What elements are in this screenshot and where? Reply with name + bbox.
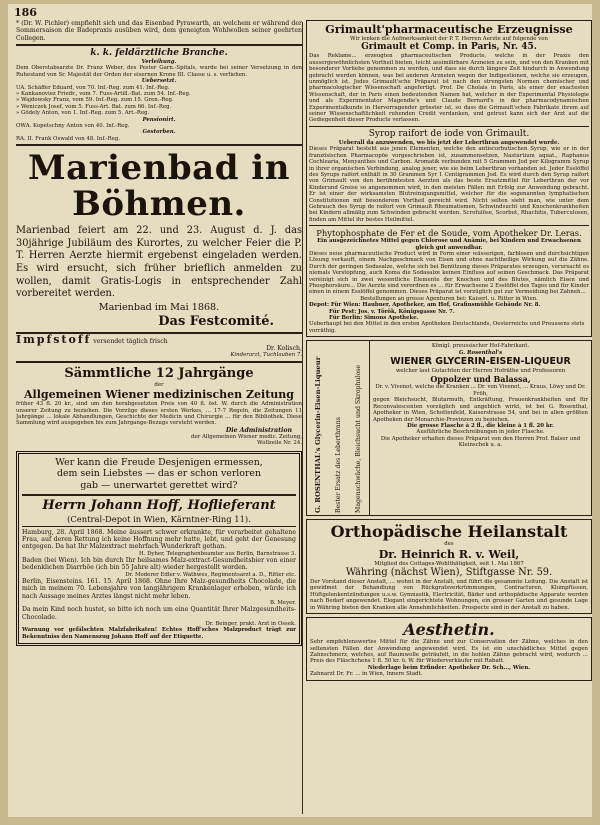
glycerin-text-4: Ausführliche Beschreibungen in jeder Flasche. [416,429,545,436]
hoff-ad [16,451,302,646]
divider [16,361,302,363]
divider [22,494,296,496]
divider [22,526,296,527]
aesthetin-title: Aesthetin. [403,620,495,640]
military-heading: k. k. feldärztliche Branche. [90,47,228,58]
uebersetzt-line: » Wajdowsky Franz, vom 59. Inf.-Reg. zum 15. Gren.-Reg. [16,97,174,104]
right-column [306,20,592,817]
impfstoff-ad [16,332,302,359]
jahrgaenge-title-3: Allgemeinen Wiener medizinischen Zeitung [24,388,294,402]
festcomite-signature: Das Festcomité. [158,313,274,329]
ortho-address: Währing (nächst Wien), Stiftgasse Nr. 59. [345,567,553,579]
glycerin-text-5: Die Apotheker erhalten dieses Präparat von den Herren Prof. Balser und Kleinschek u. a. [380,435,581,449]
phyto-text: Dieses neue pharmaceutische Product wird in Form einer wässerigen, farblosen und durchsichtigen Lösung verkauft, einem Nachgeschmack von Eisen und ohne nachtheilige Wirkung auf die Zähne. Durch der geringen Sodasalze, welche sich bei Benützung dieses Präparates erzeugen, verursacht es niemals Verstopfung, auch Koma die Sodasalze keinen Einfluss auf seinen Geschmack. Das Präparat vereinigt sich in zwei wesentliche Elemente der Knochen und des Blutes, nämlich Eisen und Phosphorsäure... Die Aerzte sind verordnen es ... für Erwachsene 2 Esslöffel des Tages und für Kinder einen in einem Esslöffel genommen. Dieses Präparat ist vorzüglich gut zur Vermeidung bei Zahneh... [309,250,589,296]
glycerin-maker: G. Rosenthal's [458,349,503,356]
ortho-text: Der Vorstand dieser Anstalt, ... wohnt in der Anstalt, und führt die gesammte Leitung. Die Anstalt ist gewidmet der Behandlung von Rückgratsverkrümmungen, Contracturen, Klumpfüssen, Hüftgelenkentzündungen u.s.w. Gymnastik, Electricität, Bäder und orthopädische Apparate werden nach Bedarf angewendet. Elegant eingerichtete Wohnungen, ein grosser Garten und gesunde Lage in Währing bieten den Kranken alle Annehmlichkeiten. Prospecte sind in der Anstalt zu haben. [310,579,588,611]
aesthetin-signature: Zahnarzt Dr. Fr. ... in Wien, Innere Stadt. [310,671,423,678]
hoff-letter-1-signature: H. Dyher, Telegraphenbeamter aus Berlin, Barnstrasse 3. [138,550,296,557]
jahrgaenge-text: früher 43 fl. 20 kr., sind um den herabgesetzten Preis von 40 fl. öst. W. durch die Administration unserer Zeitung zu beziehen. Die Vorzüge dieses ersten Werkes, ... 17-7 Regeln, die Zeitungen 11 Jahrgänge ... lokale Abhandlungen, Geschichte der Medicin und Chirurgie ... für den Bibliothek. Diese Sammlung wird ausgegeben bis zum Jahrgange-Bezugs versteht werden. [16,401,302,427]
grimault-firm: Grimault et Comp. in Paris, Nr. 45. [361,42,537,53]
ortho-subtitle: Mitglied des Cottages-Wohlthätigkeit, seit 1. Mai 1867 [374,560,524,567]
marienbad-text: Marienbad feiert am 22. und 23. August d. J. das 30jährige Jubiläum des Kurortes, zu welcher Feier die P. T. Herren Aerzte hiermit ergebenst eingeladen werden. Es wird ersucht, sich früher brieflich anmelden zu wollen, damit Gratis-Logis in entsprechender Zahl vorbereitet werden. [16,225,302,300]
pensionirt-line: OWA. Kopetschny Anton von 40. Inf.-Reg. [16,122,130,129]
ortho-ad [306,519,592,614]
vertical-text-2: Bester Ersatz des Leberthrans [334,417,342,514]
jahrgaenge-title-2: der [154,381,164,388]
glycerin-text-2: Dr. v. Vivenot, welche die Kranken ... Dr. von Vivenot, ... Kraus, Löwy und Dr. Fröh, [375,384,586,397]
syrop-subtitle: Ueberall da anzuwenden, wo bis jetzt der Leberthran angewendet wurde. [338,139,560,146]
marienbad-date: Marienbad im Mai 1868. [98,301,220,313]
uebersetzt-line: » Weniczek Josef, vom 5. Fuss-Art. Bat. zum 66. Inf.-Reg. [16,103,172,110]
impfstoff-text: versendet täglich frisch [93,337,168,345]
hoff-letter-2: Baden (bei Wien). Ich bin durch Ihr heilsames Malz-extract-Gesundheitsbier von einer bedenklichen Diarrhöe (ich bin 55 Jahre alt) wieder hergestellt worden. [22,556,296,572]
aesthetin-ad [306,617,592,680]
column-divider [302,22,303,814]
depot-berlin: Für Berlin: Simons Apotheke. [329,315,419,322]
hoff-warning: Warnung vor gefälschten Malzfabrikaten! Echtes Hoff'sches Malzproduct trägt zur Bekenntniss den Namenszug Johann Hoff auf der Etiquette. [22,627,296,640]
gestorben-label: Gestorben. [142,129,176,136]
vertical-text-3: Magenschwäche, Bleichsucht und Skrophulose [355,365,363,514]
ortho-of: des [444,541,454,548]
syrop-title: Syrop raifort de iode von Grimault. [368,128,530,139]
hoff-head-2: dem sein Liebstes — das er schon verloren [56,468,262,480]
hoff-head-1: Wer kann die Freude Desjenigen ermessen, [55,456,263,468]
hoff-subtitle: (Central-Depot in Wien, Kärntner-Ring 11). [67,513,251,524]
jahrgaenge-admin: Die Administration [225,426,292,434]
hoff-letter-3: Berlin, Eisensteins. 161. 15. April 1868. Ohne Ihre Malz-gesundheits Chocolade, die mich in meinem 70. Lebensjahre von langjährigem Krankenlager erhoben, würde ich nach Aussage meines Arztes längst nicht mehr leben. [22,577,296,600]
impfstoff-address: Kinderarzt, Tuchlauben 7. [230,352,302,359]
depot-other: Ueberhaupt bei den Mittel in den ersten Apotheken Deutschlands, Oesterreichs und Preussens stets vorräthig. [309,321,585,334]
vertical-text-1: G. ROSENTHAL's Glycerin-Eisen-Liqueur [313,356,322,514]
verleihung-text: Dem Oberstabsarzte Dr. Franz Weber, des Pester Garn.-Spitals, wurde bei seiner Versetzung in den Ruhestand von Sr. Majestät der Orden der eisernen Krone III. Classe u. s. verliehen. [16,65,302,78]
uebersetzt-line: UA. Schäffer Eduard, von 70. Inf.-Reg. zum 41. Inf.-Reg. [16,84,170,91]
divider [309,225,589,226]
divider [309,126,589,127]
glycerin-text-1: welcher laut Gutachten der Herren Hofräthe und Professoren [395,368,566,375]
jahrgaenge-title-1: Sämmtliche 12 Jahrgänge [64,365,254,381]
hoff-letter-1: Hamburg, 28. April 1868. Meine äussert schwer erkrankte, für verarbeitet gehaltene Frau, auf deren Rettung ich keine Hoffnung mehr hatte, lebt, und geht der Genesung entgegen. Da hat Ihr Malzextract mehrfach Wunderkraft gethan. [22,528,296,551]
glycerin-ad [370,340,592,516]
divider [16,44,302,46]
glycerin-ad-block [306,340,592,516]
uebersetzt-label: Uebersetzt. [141,78,177,85]
newspaper-page [8,4,592,817]
phyto-title: Phytophosphate de Fer et de Soude, vom Apotheker Dr. Leras. [316,228,582,239]
hoff-letter-4: Da mein Kind noch hustet, so bitte ich noch um eine Quantität Ihrer Malzgesundheits-Chocolade. [22,606,296,621]
glycerin-title: WIENER GLYCERIN-EISEN-LIQUEUR [390,356,571,368]
phyto-subtitle: Ein ausgezeichnetes Mittel gegen Chlorose und Anämie, bei Kindern und Erwachsenen gleich gut anwendbar. [317,238,581,251]
left-column [16,20,302,817]
grimault-ad [306,20,592,337]
uebersetzt-line: » Gödely Anton, von 1. Inf.-Reg. zum 5. Art.-Reg. [16,110,150,117]
gestorben-line: RA. II. Frank Oswald von 48. Inf.-Reg. [16,135,121,142]
pensionirt-label: Pensionirt. [142,116,176,123]
ortho-name: Dr. Heinrich R. v. Weil, [378,547,520,561]
ortho-title: Orthopädische Heilanstalt [330,522,568,542]
grimault-intro: Wir lenken die Aufmerksamkeit der P. T. Herren Aerzte auf folgende von [350,36,548,42]
grimault-title: Grimault'pharmaceutische Erzeugnisse [325,22,573,36]
impfstoff-title: Impfstoff [16,332,92,346]
jahrgaenge-admin-3: Wollzeile Nr. 24. [257,440,302,447]
glycerin-company: Königl. preussischer Hof-Fabrikant. [431,343,530,350]
notice-pichler: * (Dr. W. Pichler) empfiehlt sich und das Eisenbad Pyrawarth, an welchem er während der Sommersaison die Badepraxis ausüben wird, dem geneigten Wohlwollen seiner geehrten Collegen. [16,20,302,42]
grimault-text: Das Reklame... erzeugten pharmaceutischen Producte, welche in der Praxis den aussergewöhnlichsten Vortheil bieten, leicht assimilirbare Arzneien zu sein, und von den Kranken mit besonderer Vorliebe genommen zu werden, und dass sie durch längere Zeit hindurch in Anwendung gebracht werden können, was bei anderen Arzneien wegen der Indigestionen, welche sie erzeugen, unmöglich ist. Jedes Grimault'sche Präparat ist nach den strengsten Normen chemischer und pharmacologischer Wissenschaft angefertigt. Prof. De Cholais in Paris, als einer der exactesten Wissenschaft, der in Paris einen bedeutenden Namen hat, welcher in der Experimental Physiologie und als Experimentator Magendie's und Claude Bernard's in der pharmacodynamischen Experimentalkunde in Hervorragender grösster ist, so dass die Grimault'schen Fabrikate ihrem auf seiner Wissenschaftlichkeit ruhenden Credit verdanken, und getrost kann sich der Arzt auf die Gediegenheit dieser Producte verlassen. [309,53,589,124]
hoff-letter-2-signature: Dr. Moderer Edler v. Wathwes, Regimentsarzt a. D., Ritter etc. [125,571,296,578]
order-line: Bestellungen an grosse Agenturen bei: Kaiserl. u. Ritter in Wien. [360,295,538,302]
aesthetin-depot: Niederlage beim Erfinder: Apotheker Dr. Sch..., Wien. [367,664,531,671]
glycerin-names: Oppolzer und Balassa, [430,374,531,385]
uebersetzt-list [16,85,302,117]
marienbad-title: Marienbad in Böhmen. [28,148,290,225]
glycerin-vertical-banner [306,340,370,516]
verleihung-label: Verleihung. [141,58,177,65]
uebersetzt-line: » Kankanoviez Friedr., vom 7. Fuss-Artill.-Bat. zum 54. Inf.-Reg. [16,90,191,97]
jahrgaenge-ad [16,365,302,447]
glycerin-price: Die grosse Flasche à 2 fl., die kleine à 1 fl. 20 kr. [407,422,554,429]
glycerin-text-3: gegen Bleichsucht, Blutarmuth, Entkräftung, Frauenkrankheiten und für Reconvalescenten vorzüglich und angeblich wirkt, ist bei G. Rosenthal, Apotheker in Wien, Schottenfeld, Kaiserstrasse 54, und bei in allen größten Apotheken der Monarchie-Provinzen zu beziehen. [373,397,588,423]
impfstoff-name: Dr. Kolisch, [266,345,302,353]
hoff-letter-3-signature: B. Meyer. [269,599,296,606]
divider [16,144,302,146]
hoff-head-3: gab — unerwartet gerettet wird? [80,480,238,492]
page-number: 186 [14,6,37,19]
hoff-letter-4-signature: Dr. Beinger, prakt. Arzt in Ossek. [205,620,296,627]
aesthetin-text: Sehr empfehlenswertes Mittel für die Zähne und zur Conservation der Zähne, welches in den seltensten Fällen der Anwendung angewendet wird. Es ist ein unschädliches Mittel gegen Zahnschmerz, welches, auf Baumwolle geträufelt, in die hohlen Zähne gebracht wird, wodurch ... Preis des Fläschchens 1 fl. 50 kr. ö. W. für Wiederverkäufer mit Rabatt. [310,639,588,665]
depot-vienna: Depot: Für Wien: Haubner, Apotheker, am Hof, Grafinsmühle Gebäude Nr. 8. [309,302,541,309]
syrop-text: Dieses Präparat besteht aus jenen Elementen, welche den antiscorbutischen Syrup, wie er in der französischen Pharmacopöe vorgeschrieben ist, zusammensetzen, Nasturtium aquat., Raphanus Cochlearia, Menyanthes und Carbon. Aromatik verbunden mit 5 Grammen Jod per Kilogramm Syrup in ihrer organischen Verbindung, analog jener, wie sie beim Leberthran vorhanden ist. Jeder Esslöffel des Syrups raifort enthält in 30 Grammen Syr 1 Centigrammen Jod. Es wird durch den Syrup raifort von Grimault von den berühmtesten Aerzten als das beste Ersatzmittel für Leberthran der vor Kinderund Greise so angenommen wird, in den meisten Fällen mit Erfolg zur Anwendung gebracht. Er ist einer der wirksamsten Blutreinigungsmittel, welcher für die sogenannten lymphatischen Constitutionen mit besonderem Vortheil gereicht wird. Nicht selten sieht man, wie unter dem Gebrauch des Syrup de raifort von Grimault Rheumatismen, Schwindsucht und Knochenkrankheiten bei Kindern allmälig zum Schwinden gebracht werden. Scrofulöse, Scorbut, Rhachitis, Tuberculosen, finden am Mittel ihr bestes Heilmittel. [309,146,589,223]
hoff-name: Herrn Johann Hoff, Hoflieferant [42,497,276,513]
jahrgaenge-admin-2: der Allgemeinen Wiener medic. Zeitung, [191,434,302,441]
depot-pest: Für Pest: Jos. v. Török, Königsgasse Nr. 7. [329,308,455,315]
